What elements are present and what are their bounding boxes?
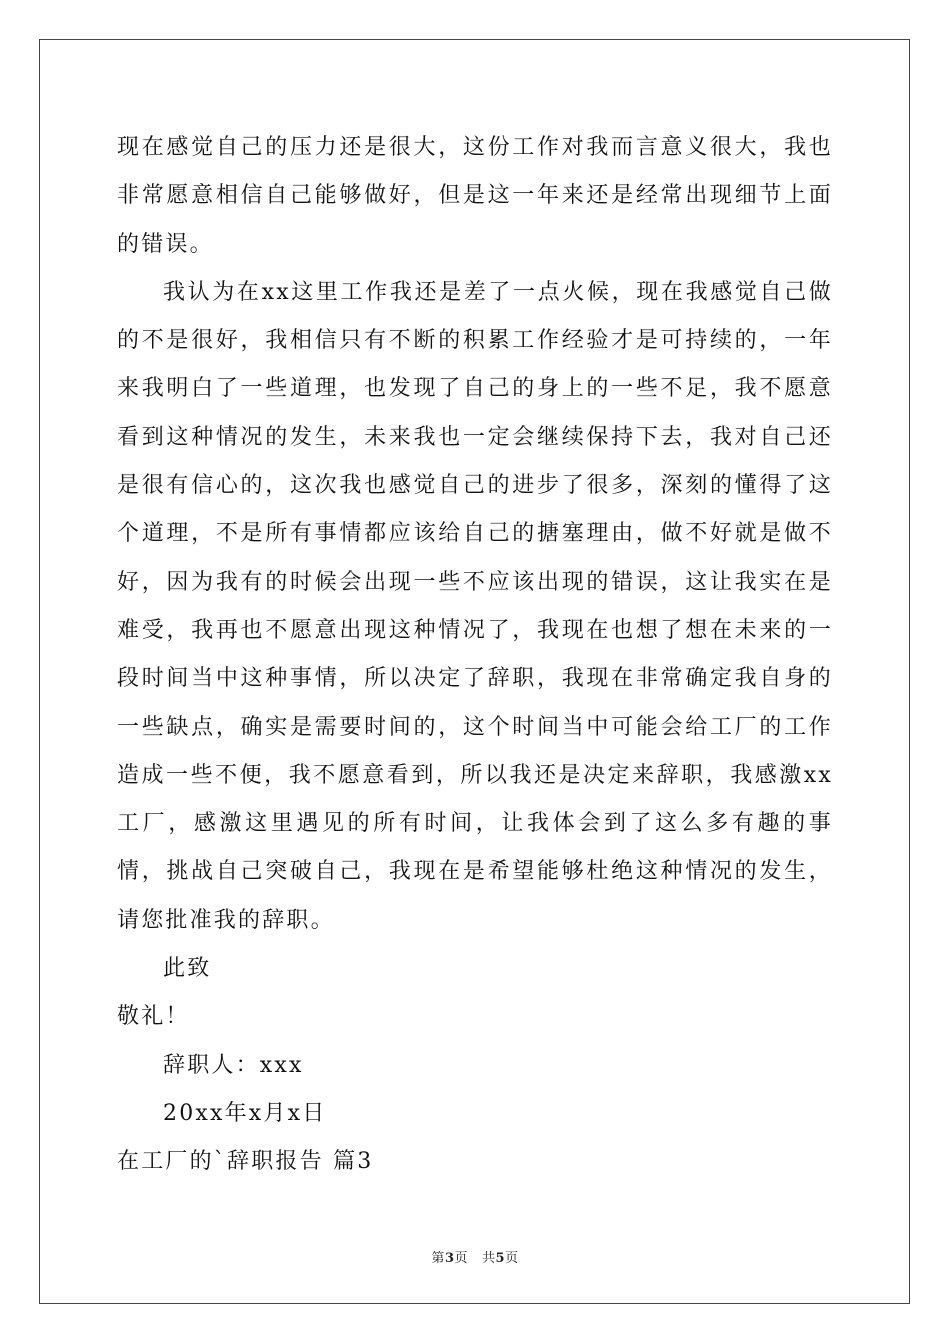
page-total-number: 5	[495, 1251, 506, 1266]
total-suffix: 页	[505, 1251, 519, 1266]
section-heading: 在工厂的`辞职报告 篇3	[117, 1149, 374, 1175]
page-prefix: 第	[431, 1251, 445, 1266]
paragraph-continuation: 现在感觉自己的压力还是很大，这份工作对我而言意义很大，我也非常愿意相信自己能够做好，但是这一年来还是经常出现细节上面的错误。	[117, 135, 833, 257]
date-line: 20xx年x月x日	[163, 1100, 327, 1126]
document-body	[117, 124, 833, 1187]
signature-line: 辞职人：xxx	[163, 1052, 304, 1078]
page-footer	[0, 1247, 950, 1266]
page-current-number: 3	[444, 1251, 455, 1266]
paragraph-main: 我认为在xx这里工作我还是差了一点火候，现在我感觉自己做的不是很好，我相信只有不断的积累工作经验才是可持续的，一年来我明白了一些道理，也发现了自己的身上的一些不足，我不愿意看到这种情况的发生，未来我也一定会继续保持下去，我对自己还是很有信心的，这次我也感觉自己的进步了很多，深刻的懂得了这个道理，不是所有事情都应该给自己的搪塞理由，做不好就是做不好，因为我有的时候会出现一些不应该出现的错误，这让我实在是难受，我再也不愿意出现这种情况了，我现在也想了想在未来的一段时间当中这种事情，所以决定了辞职，我现在非常确定我自身的一些缺点，确实是需要时间的，这个时间当中可能会给工厂的工作造成一些不便，我不愿意看到，所以我还是决定来辞职，我感激xx工厂，感激这里遇见的所有时间，让我体会到了这么多有趣的事情，挑战自己突破自己，我现在是希望能够杜绝这种情况的发生，请您批准我的辞职。	[117, 279, 833, 933]
page-suffix: 页	[454, 1251, 468, 1266]
closing-line: 此致	[163, 956, 212, 982]
salute-line: 敬礼！	[117, 1004, 190, 1030]
total-prefix: 共	[482, 1251, 496, 1266]
